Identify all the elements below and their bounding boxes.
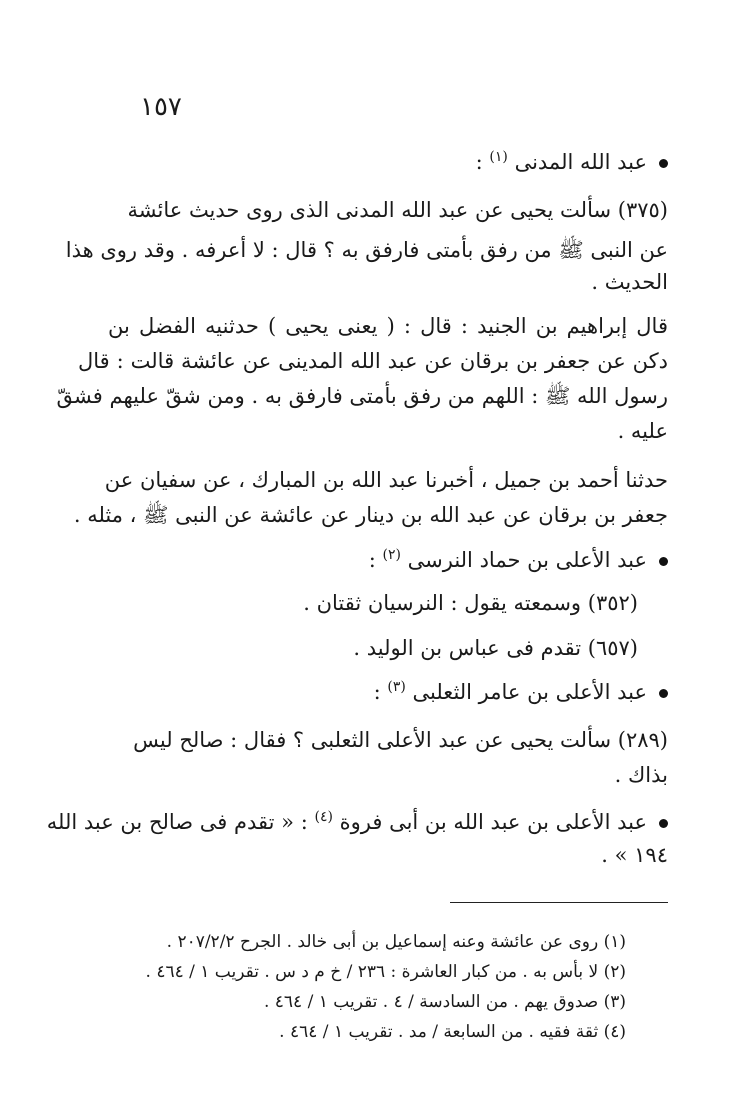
heading-text: عبد الأعلى بن حماد النرسى (407, 548, 647, 572)
page-number: ١٥٧ (140, 92, 182, 122)
footnote-ref: (٤) (314, 809, 333, 825)
text-line: عن النبى ﷺ من رفق بأمتى فارفق به ؟ قال : لا أعرفه . وقد روى هذا (65, 238, 668, 262)
heading-tail: : « تقدم فى صالح بن عبد الله (46, 810, 315, 834)
entry-heading-abdullah-almadani (476, 150, 668, 173)
text-line: (٣٧٥) سألت يحيى عن عبد الله المدنى الذى روى حديث عائشة (127, 198, 668, 222)
footnote-ref: (٣) (387, 679, 406, 695)
bullet-icon (659, 819, 668, 828)
footnote-divider (450, 902, 668, 903)
heading-text: عبد الأعلى بن عبد الله بن أبى فروة (339, 810, 647, 834)
heading-tail: : (373, 680, 388, 704)
text-line: (٣٥٢) وسمعته يقول : النرسيان ثقتان . (303, 591, 638, 615)
footnote-4: (٤) ثقة فقيه . من السابعة / مد . تقريب ١ / ٤٦٤ . (279, 1022, 626, 1042)
text-line: (٢٨٩) سألت يحيى عن عبد الأعلى الثعلبى ؟ فقال : صالح ليس (133, 728, 668, 752)
heading-text: عبد الأعلى بن عامر الثعلبى (412, 680, 647, 704)
footnote-3: (٣) صدوق يهم . من السادسة / ٤ . تقريب ١ / ٤٦٤ . (263, 992, 626, 1012)
heading-text: عبد الله المدنى (514, 150, 647, 174)
text-line: رسول الله ﷺ : اللهم من رفق بأمتى فارفق به . ومن شقّ عليهم فشقّ (56, 384, 668, 408)
text-line: الحديث . (591, 270, 668, 294)
text-line: بذاك . (614, 763, 668, 787)
text-line: (٦٥٧) تقدم فى عباس بن الوليد . (353, 636, 638, 660)
text-line: عليه . (617, 419, 668, 443)
bullet-icon (659, 159, 668, 168)
bullet-icon (659, 557, 668, 566)
bullet-icon (659, 689, 668, 698)
text-line: حدثنا أحمد بن جميل ، أخبرنا عبد الله بن المبارك ، عن سفيان عن (104, 468, 668, 492)
text-line: دكن عن جعفر بن برقان عن عبد الله المدينى عن عائشة قالت : قال (78, 349, 668, 373)
text-line: قال إبراهيم بن الجنيد : قال : ( يعنى يحيى ) حدثنيه الفضل بن (108, 314, 668, 338)
footnote-ref: (٢) (382, 547, 401, 563)
text-line: ١٩٤ » . (601, 843, 668, 867)
footnote-2: (٢) لا بأس به . من كبار العاشرة : ٢٣٦ / خ م د س . تقريب ١ / ٤٦٤ . (145, 962, 626, 982)
entry-heading-abdulala-ibn-abi-farwa (47, 810, 668, 833)
heading-tail: : (475, 150, 490, 174)
text-line: جعفر بن برقان عن عبد الله بن دينار عن عائشة عن النبى ﷺ ، مثله . (73, 503, 668, 527)
heading-tail: : (368, 548, 383, 572)
entry-heading-abdulala-alnarsi (369, 548, 668, 571)
footnote-1: (١) روى عن عائشة وعنه إسماعيل بن أبى خالد . الجرح ٢٠٧/٢/٢ . (166, 932, 626, 952)
footnote-ref: (١) (489, 149, 508, 165)
entry-heading-abdulala-althalabi (374, 680, 668, 703)
